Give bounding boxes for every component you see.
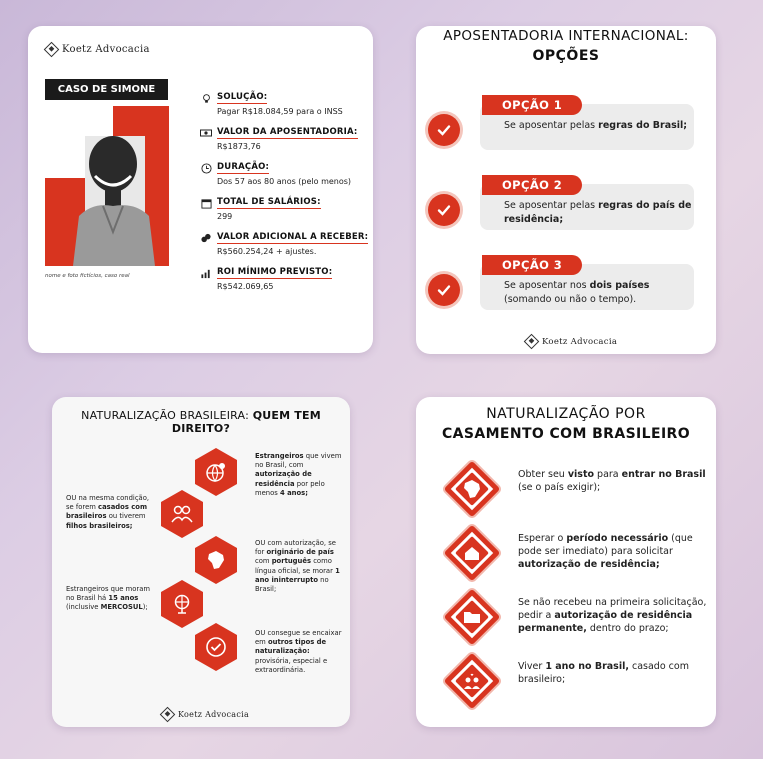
- rights-text-part: por pelo menos: [255, 479, 325, 497]
- stat-head: [200, 127, 370, 139]
- rights-text-part: outros tipos de naturalização:: [255, 638, 327, 656]
- naturalization-rights-card: [52, 397, 350, 727]
- stat-value: 299: [217, 212, 233, 221]
- rights-text-part: no Brasil;: [255, 575, 329, 593]
- step-text-part: Se não recebeu na primeira solicitação, pedir a: [518, 597, 707, 621]
- brand-logo: [46, 44, 150, 55]
- rights-text-part: português: [271, 557, 312, 566]
- step-text-part: Viver: [518, 661, 546, 672]
- coins-icon: [200, 232, 212, 244]
- hexagon-badge: [194, 622, 238, 672]
- case-label: CASO DE SIMONE: [45, 79, 168, 100]
- stat-value: R$1873,76: [217, 142, 261, 151]
- stat-head: [200, 162, 370, 174]
- step-text-part: Esperar o: [518, 533, 567, 544]
- rights-text-part: com: [255, 557, 272, 566]
- portrait-photo: [45, 106, 169, 266]
- stat-head: [200, 92, 370, 104]
- option-item: [428, 178, 708, 238]
- step-text-part: visto: [567, 469, 595, 480]
- step-text-part: entrar no Brasil: [621, 469, 706, 480]
- rights-text: [66, 494, 154, 531]
- options-card: [416, 26, 716, 354]
- rights-text-part: filhos brasileiros;: [66, 521, 133, 530]
- option-text-post: (somando ou não o tempo).: [504, 293, 637, 305]
- step-text-part: para: [594, 469, 622, 480]
- rights-text-part: OU consegue se encaixar em: [255, 629, 342, 647]
- rights-title-bold: QUEM TEM DIREITO?: [171, 409, 321, 435]
- stat-value: R$542.069,65: [217, 282, 274, 291]
- option-text-bold: regras do Brasil;: [598, 120, 688, 131]
- stat-item: [200, 127, 370, 151]
- option-item: [428, 258, 708, 318]
- brand-name: Koetz Advocacia: [62, 44, 150, 55]
- option-tag: OPÇÃO 1: [482, 95, 582, 115]
- rights-text: [255, 539, 347, 594]
- stat-item: [200, 92, 370, 116]
- brazil-map-icon: [194, 535, 238, 585]
- step-text-part: autorização de residência permanente,: [518, 609, 693, 634]
- checkmark-icon: [428, 114, 460, 146]
- brazil-map-icon: [460, 477, 484, 501]
- step-text: [518, 533, 708, 571]
- option-text: [504, 199, 694, 227]
- rights-text-part: 4 anos;: [279, 488, 308, 497]
- rights-text: [255, 629, 347, 675]
- rights-text-part: 1 ano ininterrupto: [255, 566, 340, 584]
- step-text-part: 1 ano no Brasil,: [545, 661, 629, 672]
- rights-text: [255, 452, 345, 498]
- couple-heart-icon: [460, 669, 484, 693]
- stat-item: [200, 232, 370, 256]
- stat-head: [200, 267, 370, 279]
- options-title: APOSENTADORIA INTERNACIONAL:: [443, 28, 689, 44]
- couple-icon: [160, 489, 204, 539]
- step-item: [444, 591, 707, 647]
- option-item: [428, 98, 708, 158]
- stat-item: [200, 162, 370, 186]
- marriage-subtitle: CASAMENTO COM BRASILEIRO: [441, 426, 691, 442]
- stat-title: VALOR DA APOSENTADORIA:: [217, 127, 358, 137]
- step-text-part: Obter seu: [518, 469, 568, 480]
- case-stats: [200, 92, 370, 302]
- step-text: [518, 661, 708, 687]
- stat-head: [200, 197, 370, 209]
- brand-diamond-icon: [160, 707, 176, 723]
- rights-text-part: casados com brasileiros: [66, 503, 148, 521]
- brand-diamond-icon: [44, 42, 60, 58]
- options-subtitle: OPÇÕES: [532, 48, 600, 64]
- step-text-part: casado com brasileiro;: [518, 661, 689, 685]
- brand-name: Koetz Advocacia: [178, 710, 250, 719]
- option-tag: OPÇÃO 3: [482, 255, 582, 275]
- stat-item: [200, 197, 370, 221]
- rights-text-part: que vivem no Brasil, com: [255, 452, 342, 470]
- home-icon: [460, 541, 484, 565]
- rights-text-part: Estrangeiros que moram no Brasil há: [66, 585, 150, 603]
- rights-text-part: );: [142, 603, 148, 612]
- rights-text-part: OU na mesma condição, se forem: [66, 494, 150, 512]
- rights-text-part: ou tiverem: [106, 512, 146, 521]
- option-text: [504, 119, 694, 133]
- step-text-part: autorização de residência;: [518, 558, 660, 570]
- option-text-pre: Se aposentar nos: [504, 280, 590, 291]
- calendar-icon: [200, 197, 212, 209]
- marriage-naturalization-card: [416, 397, 716, 727]
- rights-text-part: OU com autorização, se for: [255, 539, 336, 557]
- option-text-pre: Se aposentar pelas: [504, 120, 599, 131]
- rights-title: [52, 409, 350, 435]
- clock-icon: [200, 162, 212, 174]
- photo-caption: nome e foto fictícios, caso real: [45, 273, 130, 279]
- rights-title-prefix: NATURALIZAÇÃO BRASILEIRA:: [81, 409, 253, 422]
- stat-title: SOLUÇÃO:: [217, 92, 268, 102]
- stat-value: Pagar R$18.084,59 para o INSS: [217, 107, 343, 116]
- option-tag: OPÇÃO 2: [482, 175, 582, 195]
- stat-value: R$560.254,24 + ajustes.: [217, 247, 317, 256]
- hexagon-badge: [194, 535, 238, 585]
- stat-title: DURAÇÃO:: [217, 162, 270, 172]
- stat-title: ROI MÍNIMO PREVISTO:: [217, 267, 333, 277]
- rights-text-part: autorização de residência: [255, 470, 312, 488]
- option-text-pre: Se aposentar pelas: [504, 200, 599, 211]
- stat-head: [200, 232, 370, 244]
- step-text-part: (que pode ser imediato) para solicitar: [518, 533, 693, 557]
- stat-item: [200, 267, 370, 291]
- step-text: [518, 469, 708, 495]
- brand-logo: [162, 709, 249, 720]
- step-text-part: (se o país exigir);: [518, 481, 601, 493]
- step-text-part: período necessário: [566, 533, 669, 544]
- chart-icon: [200, 267, 212, 279]
- folder-icon: [460, 605, 484, 629]
- brand-logo: [526, 336, 617, 347]
- option-text-bold: dois países: [589, 280, 650, 291]
- checkmark-icon: [428, 194, 460, 226]
- option-text-bold: regras do país de residência;: [504, 200, 692, 225]
- option-text: [504, 279, 694, 307]
- hexagon-badge: [160, 489, 204, 539]
- rights-text-part: Estrangeiros: [255, 452, 304, 460]
- rights-text-part: provisória, especial e extraordinária.: [255, 656, 328, 674]
- rights-text-part: (inclusive: [66, 603, 101, 612]
- marriage-title: NATURALIZAÇÃO POR: [486, 406, 646, 422]
- step-text: [518, 597, 708, 635]
- money-bill-icon: [200, 127, 212, 139]
- step-item: [444, 463, 704, 519]
- rights-text-part: MERCOSUL: [100, 603, 143, 612]
- stat-title: VALOR ADICIONAL A RECEBER:: [217, 232, 369, 242]
- step-item: [444, 655, 704, 711]
- case-card: [28, 26, 373, 353]
- step-item: [444, 527, 704, 583]
- stat-title: TOTAL DE SALÁRIOS:: [217, 197, 321, 207]
- rights-text-part: originário de país: [266, 548, 334, 557]
- rights-text-part: como língua oficial, se morar: [255, 557, 336, 575]
- checkmark-icon: [428, 274, 460, 306]
- stat-value: Dos 57 aos 80 anos (pelo menos): [217, 177, 352, 186]
- rights-text: [66, 585, 154, 613]
- brand-name: Koetz Advocacia: [542, 336, 618, 347]
- lightbulb-icon: [200, 92, 212, 104]
- brand-diamond-icon: [524, 334, 540, 350]
- check-circle-icon: [194, 622, 238, 672]
- step-text-part: dentro do prazo;: [586, 622, 669, 634]
- rights-text-part: 15 anos: [108, 594, 139, 603]
